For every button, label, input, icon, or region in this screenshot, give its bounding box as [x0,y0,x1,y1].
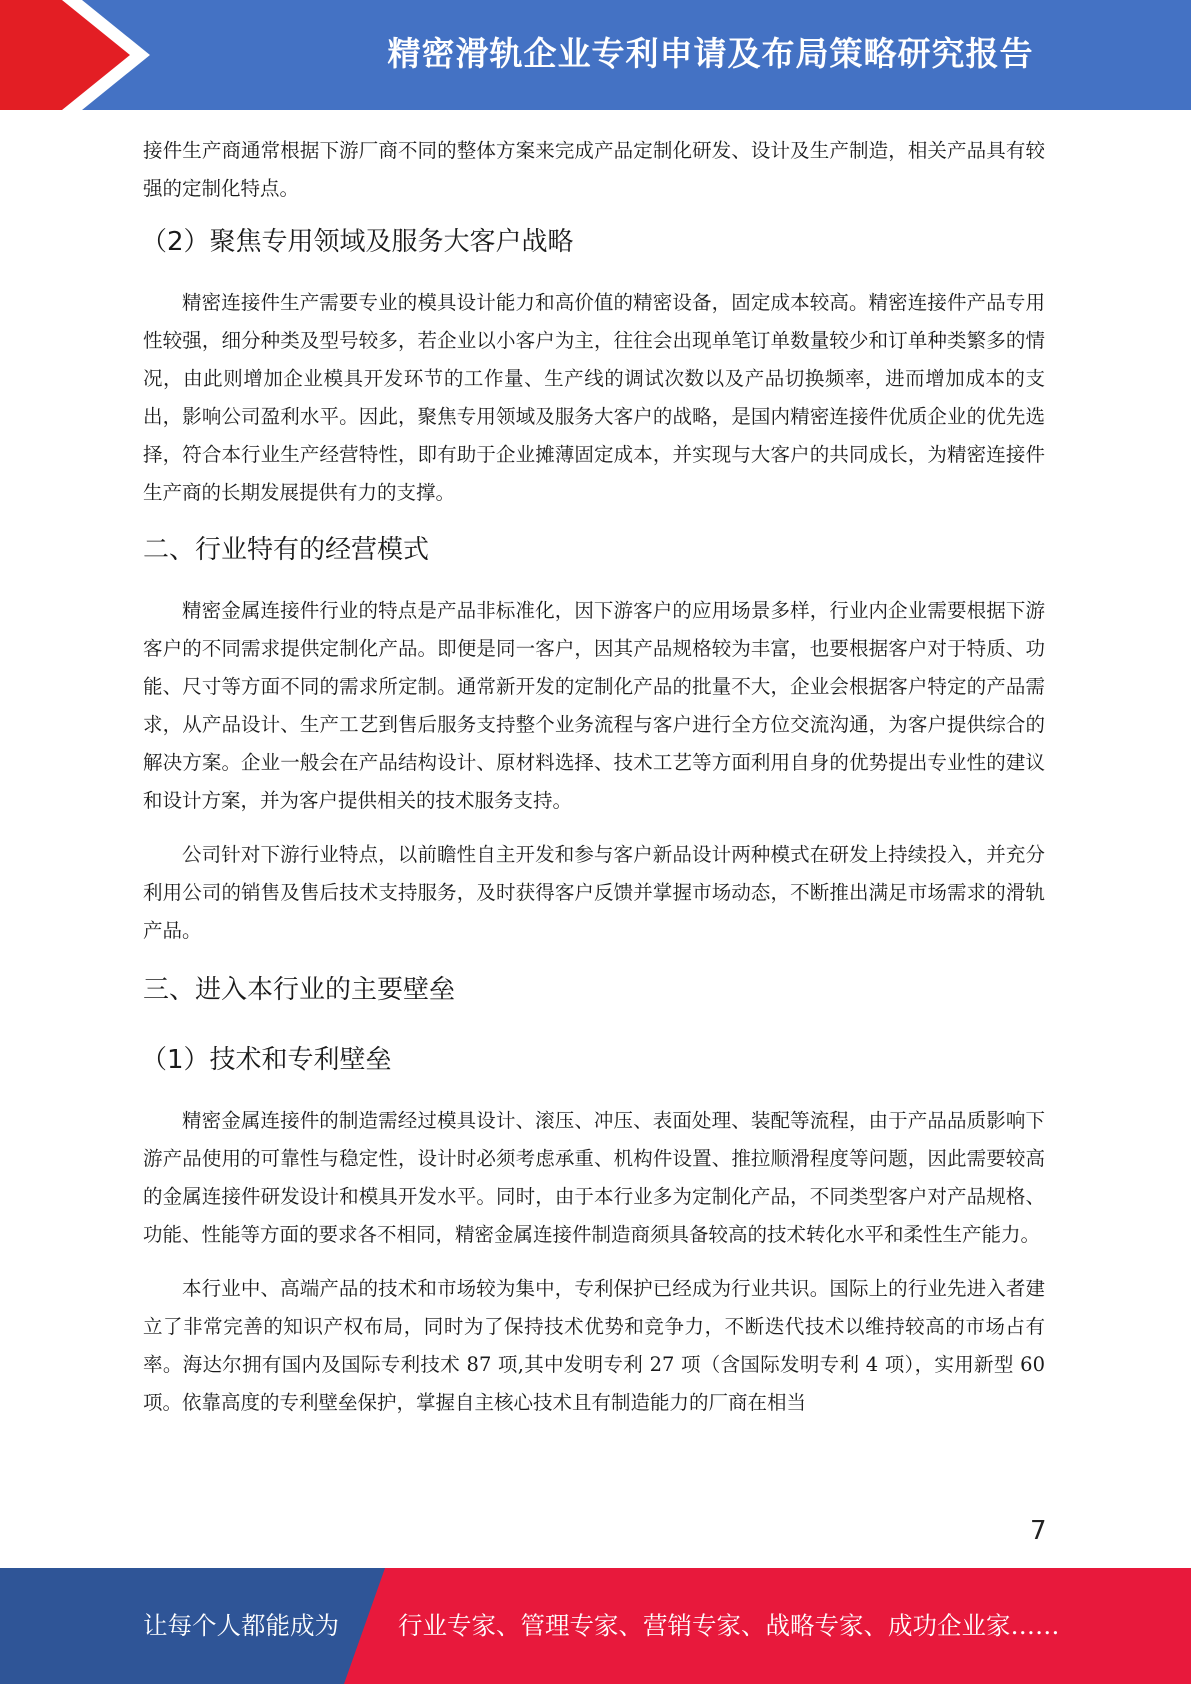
section-heading-business-model: 二、行业特有的经营模式 [143,535,430,565]
page-header [0,0,1191,110]
section-heading-2-focus-strategy: （2）聚焦专用领域及服务大客户战略 [141,227,574,257]
paragraph-focus-strategy: 精密连接件生产需要专业的模具设计能力和高价值的精密设备，固定成本较高。精密连接件产品专用性较强，细分种类及型号较多，若企业以小客户为主，往往会出现单笔订单数量较少和订单种类繁多的情况，由此则增加企业模具开发环节的工作量、生产线的调试次数以及产品切换频率，进而增加成本的支出，影响公司盈利水平。因此，聚焦专用领域及服务大客户的战略，是国内精密连接件优质企业的优先选择，符合本行业生产经营特性，即有助于企业摊薄固定成本，并实现与大客户的共同成长，为精密连接件生产商的长期发展提供有力的支撑。 [143,291,1045,504]
page-number: 7 [1030,1516,1047,1546]
paragraph-tech-barrier: 精密金属连接件的制造需经过模具设计、滚压、冲压、表面处理、装配等流程，由于产品品质影响下游产品使用的可靠性与稳定性，设计时必须考虑承重、机构件设置、推拉顺滑程度等问题，因此需要较高的金属连接件研发设计和模具开发水平。同时，由于本行业多为定制化产品，不同类型客户对产品规格、功能、性能等方面的要求各不相同，精密金属连接件制造商须具备较高的技术转化水平和柔性生产能力。 [143,1109,1045,1246]
page-footer [0,1568,1191,1684]
document-body [143,132,1045,1422]
paragraph-business-model: 精密金属连接件行业的特点是产品非标准化，因下游客户的应用场景多样，行业内企业需要根据下游客户的不同需求提供定制化产品。即便是同一客户，因其产品规格较为丰富，也要根据客户对于特质、功能、尺寸等方面不同的需求所定制。通常新开发的定制化产品的批量不大，企业会根据客户特定的产品需求，从产品设计、生产工艺到售后服务支持整个业务流程与客户进行全方位交流沟通，为客户提供综合的解决方案。企业一般会在产品结构设计、原材料选择、技术工艺等方面利用自身的优势提出专业性的建议和设计方案，并为客户提供相关的技术服务支持。 [143,599,1045,812]
footer-slogan-right: 行业专家、管理专家、营销专家、战略专家、成功企业家…… [398,1611,1060,1640]
section-heading-barriers: 三、进入本行业的主要壁垒 [143,975,456,1005]
section-heading-tech-patent-barrier: （1）技术和专利壁垒 [141,1045,392,1075]
paragraph-continuation: 接件生产商通常根据下游厂商不同的整体方案来完成产品定制化研发、设计及生产制造，相关产品具有较强的定制化特点。 [143,139,1045,200]
paragraph-rd-model: 公司针对下游行业特点，以前瞻性自主开发和参与客户新品设计两种模式在研发上持续投入，并充分利用公司的销售及售后技术支持服务，及时获得客户反馈并掌握市场动态，不断推出满足市场需求的滑轨产品。 [143,843,1045,942]
footer-slogan-left: 让每个人都能成为 [143,1611,339,1640]
paragraph-patent-barrier: 本行业中、高端产品的技术和市场较为集中，专利保护已经成为行业共识。国际上的行业先进入者建立了非常完善的知识产权布局，同时为了保持技术优势和竞争力，不断迭代技术以维持较高的市场占有率。海达尔拥有国内及国际专利技术 87 项,其中发明专利 27 项（含国际发明专利 4 项），实用新型 60 项。依靠高度的专利壁垒保护，掌握自主核心技术且有制造能力的厂商在相当 [143,1277,1045,1414]
report-title: 精密滑轨企业专利申请及布局策略研究报告 [387,34,1034,73]
